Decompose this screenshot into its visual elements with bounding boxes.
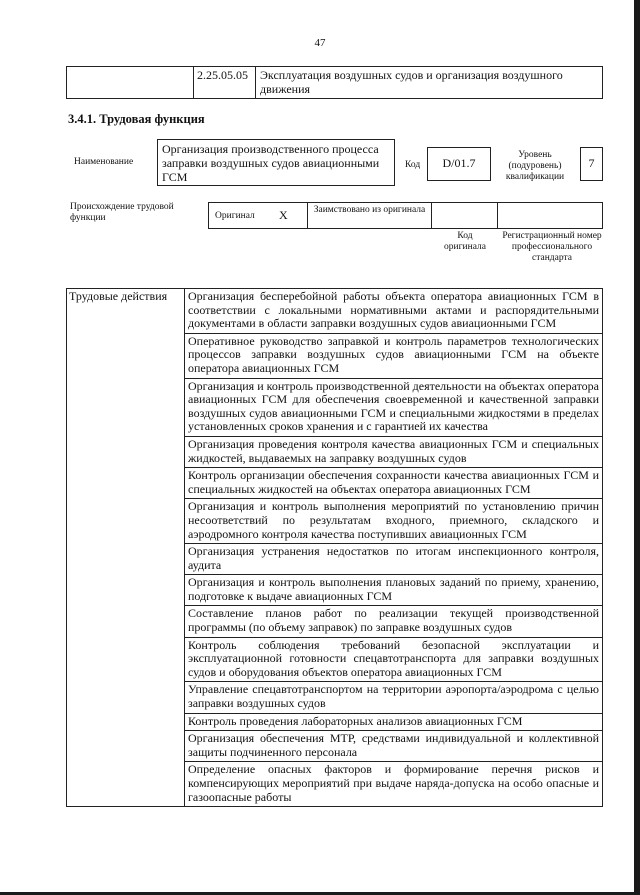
labor-action-item: Организация обеспечения МТР, средствами индивидуальной и коллективной защиты подчиненного персонала: [185, 731, 603, 762]
top-row-code: 2.25.05.05: [197, 68, 248, 82]
code-value: D/01.7: [442, 156, 476, 170]
borrowed-label: Заимствовано из оригинала: [313, 205, 426, 215]
labor-action-item: Организация и контроль выполнения плановых заданий по приему, хранению, подготовке к выдаче авиационных ГСМ: [185, 575, 603, 606]
level-label: Уровень (подуровень) квалификации: [505, 150, 565, 182]
table-row: [67, 289, 603, 334]
level-value-cell: [580, 147, 603, 181]
original-label: Оригинал: [215, 211, 255, 221]
labor-action-item: Контроль организации обеспечения сохранности качества авиационных ГСМ и специальных жидкостей на объектах оператора авиационных ГСМ: [185, 468, 603, 499]
origin-label: Происхождение трудовой функции: [70, 202, 174, 223]
labor-action-item: Организация бесперебойной работы объекта оператора авиационных ГСМ в соответствии с локальными нормативными актами и распорядительными документами в области заправки воздушных судов авиационными ГСМ: [185, 289, 603, 334]
labor-action-item: Контроль проведения лабораторных анализов авиационных ГСМ: [185, 713, 603, 731]
top-row-text: Эксплуатация воздушных судов и организация воздушного движения: [260, 68, 563, 96]
labor-action-item: Организация проведения контроля качества авиационных ГСМ и специальных жидкостей, выдаваемых на заправку воздушных судов: [185, 436, 603, 467]
code-orig-label: Код оригинала: [444, 231, 486, 252]
labor-action-item: Контроль соблюдения требований безопасной эксплуатации и эксплуатационной готовности спецавтотранспорта для заправки воздушных судов и оборудования объектов оператора авиационных ГСМ: [185, 637, 603, 682]
labor-action-item: Организация устранения недостатков по итогам инспекционного контроля, аудита: [185, 544, 603, 575]
original-cell: [208, 202, 308, 229]
name-label: Наименование: [74, 157, 134, 167]
section-heading: 3.4.1. Трудовая функция: [68, 112, 205, 126]
labor-actions-label: Трудовые действия: [67, 289, 185, 807]
scan-edge-right: [634, 0, 640, 895]
name-value-cell: [157, 139, 395, 186]
code-label: Код: [405, 160, 421, 170]
top-row-code-cell: [193, 66, 256, 99]
page-number: 47: [314, 37, 326, 49]
level-value: 7: [588, 156, 595, 170]
original-mark: X: [279, 208, 288, 222]
code-value-cell: [427, 147, 491, 181]
borrowed-cell: [307, 202, 432, 229]
reg-number-label: Регистрационный номер профессионального стандарта: [502, 231, 602, 263]
labor-action-item: Определение опасных факторов и формирование перечня рисков и компенсирующих мероприятий при выдаче наряда-допуска на особо опасные и газоопасные работы: [185, 762, 603, 807]
orig-code-cell: [431, 202, 498, 229]
labor-action-item: Управление спецавтотранспортом на территории аэропорта/аэродрома с целью заправки воздушных судов: [185, 682, 603, 713]
top-row-text-cell: [255, 66, 603, 99]
reg-number-cell: [497, 202, 603, 229]
labor-action-item: Оперативное руководство заправкой и контроль параметров технологических процессов заправки воздушных судов авиационными ГСМ на объекте оператора авиационных ГСМ: [185, 333, 603, 378]
labor-action-item: Организация и контроль производственной деятельности на объектах оператора авиационных ГСМ для обеспечения своевременной и качественной заправки воздушных судов авиационными ГСМ и специальными жидкостями в пределах установленных сроков хранения и с гарантией их качества: [185, 378, 603, 436]
labor-actions-table: [66, 288, 603, 807]
top-row-empty-cell: [66, 66, 194, 99]
labor-action-item: Составление планов работ по реализации текущей производственной программы (по объему заправок) по заправке воздушных судов: [185, 606, 603, 637]
name-value: Организация производственного процесса заправки воздушных судов авиационными ГСМ: [162, 142, 380, 184]
labor-action-item: Организация и контроль выполнения мероприятий по установлению причин несоответствий по результатам входного, приемного, складского и аэродромного контроля качества поступивших авиационных ГСМ: [185, 499, 603, 544]
